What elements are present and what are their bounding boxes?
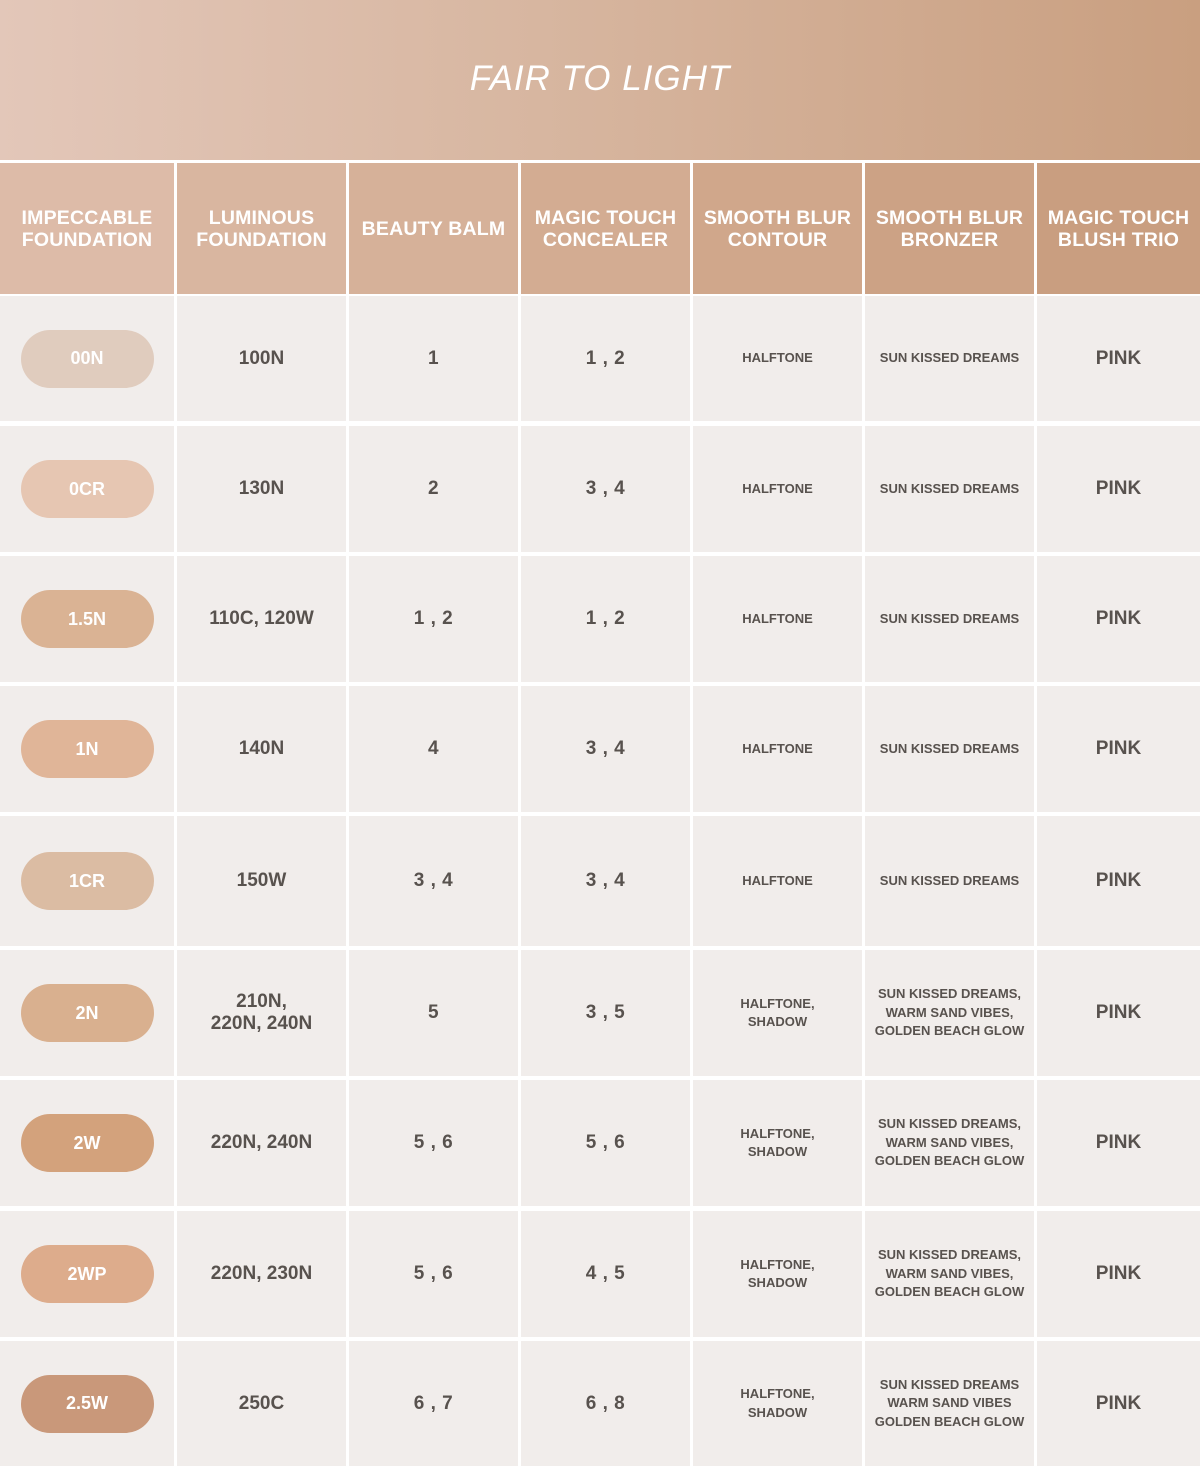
header-beauty-balm xyxy=(349,163,518,294)
blush-cell xyxy=(1037,950,1200,1076)
beauty-balm-cell xyxy=(349,1211,518,1337)
shade-cell xyxy=(0,296,174,421)
beauty-balm-cell xyxy=(349,1080,518,1206)
concealer-cell xyxy=(521,1080,690,1206)
bronzer-cell-text: SUN KISSED DREAMS WARM SAND VIBES GOLDEN BEACH GLOW xyxy=(874,1376,1025,1429)
table-row xyxy=(0,556,1200,682)
blush-cell xyxy=(1037,296,1200,421)
concealer-cell-text: 5 , 6 xyxy=(585,1132,626,1153)
shade-pill: 1N xyxy=(21,720,154,778)
luminous-cell-text: 210N, 220N, 240N xyxy=(210,991,313,1034)
table-row xyxy=(0,816,1200,946)
shade-cell xyxy=(0,816,174,946)
shade-cell xyxy=(0,426,174,552)
contour-cell xyxy=(693,556,862,682)
concealer-cell xyxy=(521,426,690,552)
contour-cell xyxy=(693,816,862,946)
concealer-cell-text: 3 , 4 xyxy=(585,870,626,891)
concealer-cell-text: 1 , 2 xyxy=(585,347,626,369)
luminous-cell xyxy=(177,1341,346,1466)
contour-cell xyxy=(693,296,862,421)
contour-cell-text: HALFTONE, SHADOW xyxy=(740,1125,815,1159)
beauty-balm-cell-text: 3 , 4 xyxy=(413,870,454,891)
blush-cell xyxy=(1037,816,1200,946)
header-concealer xyxy=(521,163,690,294)
bronzer-cell xyxy=(865,556,1034,682)
blush-cell xyxy=(1037,686,1200,812)
contour-cell xyxy=(693,426,862,552)
beauty-balm-cell-text: 5 , 6 xyxy=(413,1132,454,1153)
luminous-cell xyxy=(177,556,346,682)
beauty-balm-cell xyxy=(349,686,518,812)
beauty-balm-cell xyxy=(349,816,518,946)
luminous-cell-text: 220N, 230N xyxy=(210,1263,313,1284)
concealer-cell xyxy=(521,556,690,682)
blush-cell xyxy=(1037,1341,1200,1466)
header-label: BEAUTY BALM xyxy=(361,217,506,240)
header-label: MAGIC TOUCH CONCEALER xyxy=(534,206,677,251)
table-row xyxy=(0,686,1200,812)
shade-pill: 1.5N xyxy=(21,590,154,648)
luminous-cell xyxy=(177,950,346,1076)
luminous-cell-text: 140N xyxy=(238,738,285,759)
contour-cell xyxy=(693,1080,862,1206)
luminous-cell-text: 110C, 120W xyxy=(209,608,314,629)
beauty-balm-cell xyxy=(349,556,518,682)
beauty-balm-cell-text: 4 xyxy=(427,738,440,759)
beauty-balm-cell-text: 1 , 2 xyxy=(413,608,454,629)
table-row xyxy=(0,950,1200,1076)
shade-cell xyxy=(0,686,174,812)
shade-pill: 2WP xyxy=(21,1245,154,1303)
luminous-cell-text: 220N, 240N xyxy=(210,1132,313,1153)
header-blush-trio xyxy=(1037,163,1200,294)
bronzer-cell xyxy=(865,1341,1034,1466)
shade-pill: 1CR xyxy=(21,852,154,910)
luminous-cell xyxy=(177,296,346,421)
blush-cell-text: PINK xyxy=(1095,1263,1142,1284)
contour-cell-text: HALFTONE xyxy=(742,872,813,888)
beauty-balm-cell-text: 6 , 7 xyxy=(413,1392,454,1414)
bronzer-cell-text: SUN KISSED DREAMS, WARM SAND VIBES, GOLDEN BEACH GLOW xyxy=(874,1116,1025,1169)
beauty-balm-cell xyxy=(349,950,518,1076)
header-bronzer xyxy=(865,163,1034,294)
blush-cell-text: PINK xyxy=(1095,1132,1142,1153)
beauty-balm-cell xyxy=(349,296,518,421)
contour-cell-text: HALFTONE, SHADOW xyxy=(740,995,815,1029)
luminous-cell xyxy=(177,1080,346,1206)
concealer-cell xyxy=(521,816,690,946)
blush-cell xyxy=(1037,426,1200,552)
bronzer-cell-text: SUN KISSED DREAMS xyxy=(879,350,1020,366)
shade-cell xyxy=(0,556,174,682)
bronzer-cell-text: SUN KISSED DREAMS, WARM SAND VIBES, GOLDEN BEACH GLOW xyxy=(874,1247,1025,1300)
header-label: IMPECCABLE FOUNDATION xyxy=(21,206,153,251)
beauty-balm-cell-text: 1 xyxy=(427,347,440,369)
shade-cell xyxy=(0,950,174,1076)
luminous-cell-text: 130N xyxy=(238,478,285,499)
bronzer-cell xyxy=(865,686,1034,812)
header-luminous xyxy=(177,163,346,294)
bronzer-cell xyxy=(865,296,1034,421)
banner xyxy=(0,0,1200,160)
bronzer-cell xyxy=(865,1080,1034,1206)
beauty-balm-cell xyxy=(349,426,518,552)
concealer-cell xyxy=(521,1341,690,1466)
luminous-cell-text: 250C xyxy=(238,1392,285,1414)
luminous-cell xyxy=(177,816,346,946)
concealer-cell-text: 3 , 4 xyxy=(585,478,626,499)
contour-cell xyxy=(693,686,862,812)
shade-pill: 0CR xyxy=(21,460,154,518)
blush-cell xyxy=(1037,1080,1200,1206)
shade-pill: 00N xyxy=(21,330,154,388)
bronzer-cell xyxy=(865,426,1034,552)
table-row xyxy=(0,1211,1200,1337)
blush-cell-text: PINK xyxy=(1095,1002,1142,1023)
shade-cell xyxy=(0,1211,174,1337)
blush-cell-text: PINK xyxy=(1095,347,1142,369)
table-row xyxy=(0,426,1200,552)
blush-cell-text: PINK xyxy=(1095,870,1142,891)
header-contour xyxy=(693,163,862,294)
luminous-cell xyxy=(177,686,346,812)
blush-cell-text: PINK xyxy=(1095,1392,1142,1414)
blush-cell xyxy=(1037,1211,1200,1337)
bronzer-cell-text: SUN KISSED DREAMS, WARM SAND VIBES, GOLDEN BEACH GLOW xyxy=(874,986,1025,1039)
concealer-cell xyxy=(521,686,690,812)
luminous-cell-text: 100N xyxy=(238,347,285,369)
header-label: LUMINOUS FOUNDATION xyxy=(196,206,327,251)
header-label: MAGIC TOUCH BLUSH TRIO xyxy=(1047,206,1190,251)
concealer-cell-text: 6 , 8 xyxy=(585,1392,626,1414)
beauty-balm-cell-text: 2 xyxy=(427,478,440,499)
beauty-balm-cell xyxy=(349,1341,518,1466)
contour-cell xyxy=(693,1211,862,1337)
concealer-cell-text: 4 , 5 xyxy=(585,1263,626,1284)
shade-cell xyxy=(0,1080,174,1206)
bronzer-cell xyxy=(865,1211,1034,1337)
luminous-cell-text: 150W xyxy=(236,870,287,891)
blush-cell xyxy=(1037,556,1200,682)
beauty-balm-cell-text: 5 xyxy=(427,1002,440,1023)
bronzer-cell-text: SUN KISSED DREAMS xyxy=(879,480,1020,496)
blush-cell-text: PINK xyxy=(1095,608,1142,629)
concealer-cell xyxy=(521,296,690,421)
contour-cell-text: HALFTONE xyxy=(742,740,813,756)
shade-pill: 2N xyxy=(21,984,154,1042)
concealer-cell xyxy=(521,950,690,1076)
blush-cell-text: PINK xyxy=(1095,478,1142,499)
header-label: SMOOTH BLUR CONTOUR xyxy=(703,206,852,251)
shade-pill: 2.5W xyxy=(21,1375,154,1433)
table-header xyxy=(0,163,1200,294)
luminous-cell xyxy=(177,1211,346,1337)
table-row xyxy=(0,296,1200,421)
table-row xyxy=(0,1080,1200,1206)
blush-cell-text: PINK xyxy=(1095,738,1142,759)
concealer-cell xyxy=(521,1211,690,1337)
table-row xyxy=(0,1341,1200,1466)
bronzer-cell xyxy=(865,950,1034,1076)
contour-cell xyxy=(693,1341,862,1466)
beauty-balm-cell-text: 5 , 6 xyxy=(413,1263,454,1284)
banner-title: FAIR TO LIGHT xyxy=(469,59,731,98)
contour-cell-text: HALFTONE, SHADOW xyxy=(740,1256,815,1290)
contour-cell-text: HALFTONE xyxy=(742,350,813,366)
contour-cell-text: HALFTONE, SHADOW xyxy=(740,1386,815,1420)
bronzer-cell-text: SUN KISSED DREAMS xyxy=(879,872,1020,888)
contour-cell xyxy=(693,950,862,1076)
bronzer-cell xyxy=(865,816,1034,946)
concealer-cell-text: 3 , 5 xyxy=(585,1002,626,1023)
luminous-cell xyxy=(177,426,346,552)
bronzer-cell-text: SUN KISSED DREAMS xyxy=(879,610,1020,626)
bronzer-cell-text: SUN KISSED DREAMS xyxy=(879,740,1020,756)
contour-cell-text: HALFTONE xyxy=(742,610,813,626)
header-impeccable xyxy=(0,163,174,294)
header-label: SMOOTH BLUR BRONZER xyxy=(875,206,1024,251)
shade-cell xyxy=(0,1341,174,1466)
concealer-cell-text: 1 , 2 xyxy=(585,608,626,629)
contour-cell-text: HALFTONE xyxy=(742,480,813,496)
shade-pill: 2W xyxy=(21,1114,154,1172)
concealer-cell-text: 3 , 4 xyxy=(585,738,626,759)
